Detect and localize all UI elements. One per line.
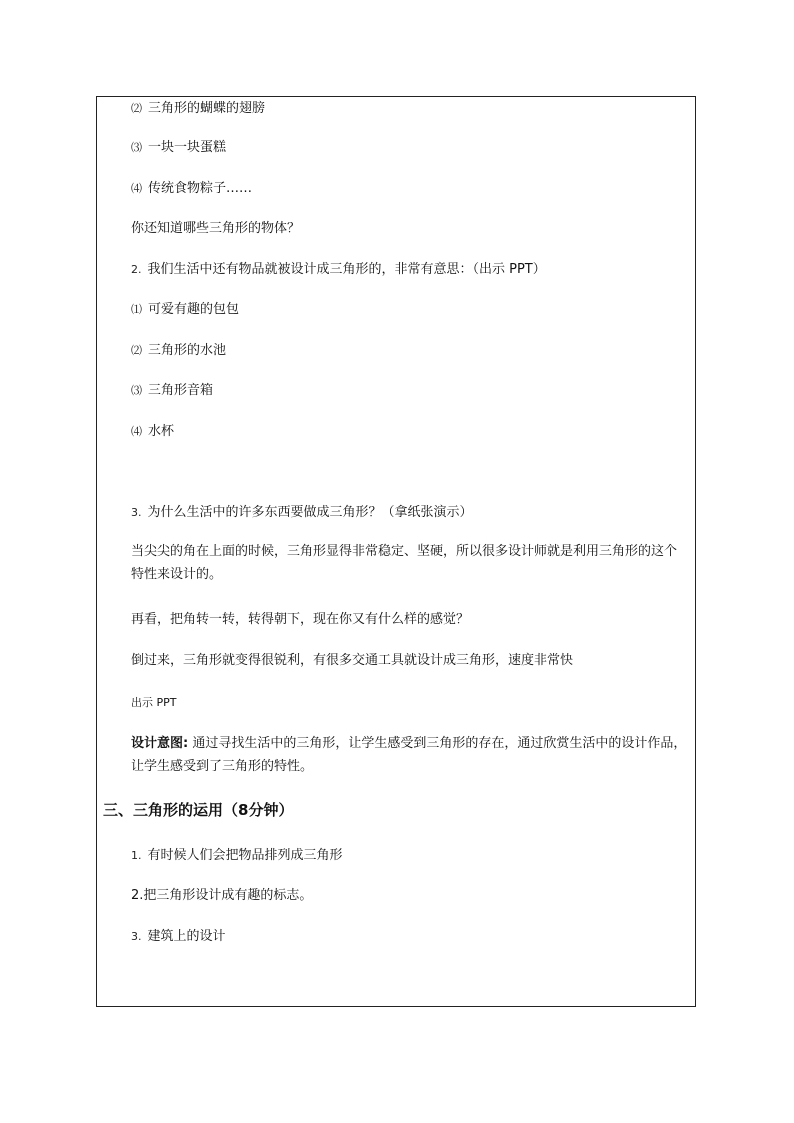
list-item bbox=[97, 420, 695, 443]
list-item bbox=[97, 97, 695, 120]
item-number: ⑴ bbox=[131, 303, 142, 316]
list-item bbox=[97, 884, 695, 907]
item-number: 2. bbox=[131, 888, 144, 903]
list-item bbox=[97, 136, 695, 159]
item-text: 水杯 bbox=[148, 424, 175, 439]
lesson-plan-cell bbox=[96, 96, 696, 1007]
item-text: 把三角形设计成有趣的标志。 bbox=[143, 888, 313, 903]
item-text: 可爱有趣的包包 bbox=[148, 302, 240, 317]
question-text: 你还知道哪些三角形的物体？ bbox=[131, 221, 301, 236]
item-text: 建筑上的设计 bbox=[147, 929, 226, 944]
item-number: ⑶ bbox=[131, 384, 142, 397]
list-item bbox=[97, 298, 695, 321]
item-number: ⑷ bbox=[131, 425, 142, 438]
design-intent-text: 通过寻找生活中的三角形，让学生感受到三角形的存在，通过欣赏生活中的设计作品，让学生感受到了三角形的特性。 bbox=[131, 736, 687, 774]
step-text: 为什么生活中的许多东西要做成三角形？（拿纸张演示） bbox=[147, 505, 473, 520]
show-ppt-note: 出示 PPT bbox=[131, 696, 177, 709]
item-number: ⑵ bbox=[131, 102, 142, 115]
design-intent-label: 设计意图: bbox=[131, 736, 189, 751]
step-number: 2. bbox=[131, 263, 142, 276]
item-number: 1. bbox=[131, 849, 142, 862]
paragraph: 当尖尖的角在上面的时候，三角形显得非常稳定、坚硬，所以很多设计师就是利用三角形的这个特性来设计的。 bbox=[131, 544, 678, 582]
item-text: 传统食物粽子…… bbox=[148, 181, 253, 196]
item-number: ⑶ bbox=[131, 141, 142, 154]
list-item bbox=[97, 177, 695, 200]
step-3 bbox=[97, 501, 695, 524]
item-number: 3. bbox=[131, 930, 142, 943]
list-item bbox=[97, 339, 695, 362]
item-text: 三角形的蝴蝶的翅膀 bbox=[148, 101, 266, 116]
step-2 bbox=[97, 258, 695, 281]
paragraph: 倒过来，三角形就变得很锐利，有很多交通工具就设计成三角形，速度非常快 bbox=[131, 653, 574, 668]
item-text: 有时候人们会把物品排列成三角形 bbox=[147, 848, 343, 863]
list-item bbox=[97, 925, 695, 948]
item-number: ⑵ bbox=[131, 344, 142, 357]
paragraph: 再看，把角转一转，转得朝下，现在你又有什么样的感觉？ bbox=[131, 612, 470, 627]
item-text: 三角形音箱 bbox=[148, 383, 214, 398]
section-heading: 三、三角形的运用（8分钟） bbox=[103, 801, 294, 819]
step-text: 我们生活中还有物品就被设计成三角形的，非常有意思：（出示 PPT） bbox=[147, 262, 546, 277]
item-text: 一块一块蛋糕 bbox=[148, 140, 227, 155]
design-intent bbox=[97, 732, 695, 778]
list-item bbox=[97, 379, 695, 402]
item-number: ⑷ bbox=[131, 182, 142, 195]
item-text: 三角形的水池 bbox=[148, 343, 227, 358]
list-item bbox=[97, 844, 695, 867]
step-number: 3. bbox=[131, 506, 142, 519]
